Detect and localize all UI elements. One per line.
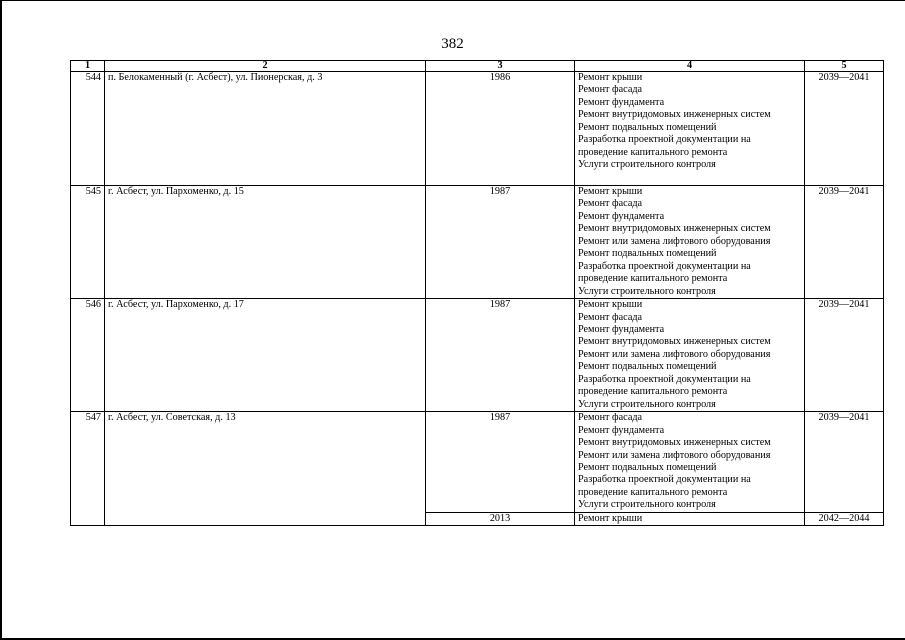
repair-work-item: Ремонт фасада (578, 311, 643, 323)
repair-work-item: Ремонт подвальных помещений (578, 248, 717, 260)
repair-period: 2039—2041 (805, 186, 884, 299)
repair-work-item: Ремонт крыши (578, 299, 643, 311)
repair-period: 2039—2041 (805, 72, 884, 186)
header-row (71, 61, 884, 72)
repair-work-item: Ремонт крыши (578, 72, 643, 83)
header-col-4: 4 (575, 61, 805, 72)
header-col-3: 3 (426, 61, 575, 72)
building-address: г. Асбест, ул. Пархоменко, д. 15 (105, 186, 426, 299)
building-address: г. Асбест, ул. Советская, д. 13 (105, 412, 426, 526)
repair-work-item: Ремонт подвальных помещений (578, 121, 717, 133)
building-address: п. Белокаменный (г. Асбест), ул. Пионерская, д. 3 (105, 72, 426, 186)
repair-schedule-table (70, 60, 884, 526)
header-col-2: 2 (105, 61, 426, 72)
repair-works-list (575, 72, 805, 186)
row-number: 544 (71, 72, 105, 186)
repair-work-item: Ремонт или замена лифтового оборудования (578, 449, 771, 461)
construction-year: 1987 (426, 299, 575, 412)
repair-work-item: Разработка проектной документации на (578, 134, 751, 146)
row-number: 547 (71, 412, 105, 526)
repair-period: 2039—2041 (805, 412, 884, 513)
repair-work-item: проведение капитального ремонта (578, 486, 728, 498)
building-address: г. Асбест, ул. Пархоменко, д. 17 (105, 299, 426, 412)
repair-work-item: Ремонт фасада (578, 198, 643, 210)
repair-work-item: Ремонт внутридомовых инженерных систем (578, 109, 771, 121)
repair-works-list (575, 512, 805, 525)
repair-work-item: Разработка проектной документации на (578, 260, 751, 272)
repair-work-item: проведение капитального ремонта (578, 146, 728, 158)
repair-work-item: Ремонт фасада (578, 412, 643, 424)
scan-border-left (0, 0, 2, 640)
repair-work-item: Ремонт фасада (578, 84, 643, 96)
repair-work-item: Ремонт внутридомовых инженерных систем (578, 336, 771, 348)
repair-work-item: Ремонт внутридомовых инженерных систем (578, 223, 771, 235)
repair-work-item: Услуги строительного контроля (578, 285, 716, 297)
repair-works-list (575, 412, 805, 513)
page-number: 382 (441, 36, 464, 52)
table-row (71, 412, 884, 513)
repair-work-item: Услуги строительного контроля (578, 499, 716, 511)
repair-work-item: Услуги строительного контроля (578, 159, 716, 171)
header-col-5: 5 (805, 61, 884, 72)
repair-work-item: Ремонт фундамента (578, 96, 665, 108)
repair-work-item: Ремонт крыши (578, 186, 643, 197)
construction-year: 1987 (426, 186, 575, 299)
repair-work-item: Ремонт или замена лифтового оборудования (578, 235, 771, 247)
row-number: 545 (71, 186, 105, 299)
repair-work-item: проведение капитального ремонта (578, 386, 728, 398)
construction-year: 2013 (426, 512, 575, 525)
repair-work-item: Услуги строительного контроля (578, 398, 716, 410)
table-row (71, 299, 884, 412)
construction-year: 1987 (426, 412, 575, 513)
scan-border-top (0, 0, 905, 1)
repair-work-item: проведение капитального ремонта (578, 273, 728, 285)
repair-period: 2042—2044 (805, 512, 884, 525)
table-row (71, 186, 884, 299)
header-col-1: 1 (71, 61, 105, 72)
repair-work-item: Ремонт фундамента (578, 424, 665, 436)
repair-work-item: Ремонт или замена лифтового оборудования (578, 348, 771, 360)
repair-work-item: Ремонт фундамента (578, 323, 665, 335)
repair-work-item: Ремонт подвальных помещений (578, 361, 717, 373)
repair-period: 2039—2041 (805, 299, 884, 412)
table-row (71, 72, 884, 186)
repair-work-item: Разработка проектной документации на (578, 373, 751, 385)
repair-work-item: Разработка проектной документации на (578, 474, 751, 486)
repair-works-list (575, 299, 805, 412)
repair-work-item: Ремонт внутридомовых инженерных систем (578, 437, 771, 449)
repair-works-list (575, 186, 805, 299)
repair-work-item: Ремонт крыши (578, 512, 643, 524)
construction-year: 1986 (426, 72, 575, 186)
repair-work-item: Ремонт фундамента (578, 210, 665, 222)
repair-work-item: Ремонт подвальных помещений (578, 461, 717, 473)
row-number: 546 (71, 299, 105, 412)
